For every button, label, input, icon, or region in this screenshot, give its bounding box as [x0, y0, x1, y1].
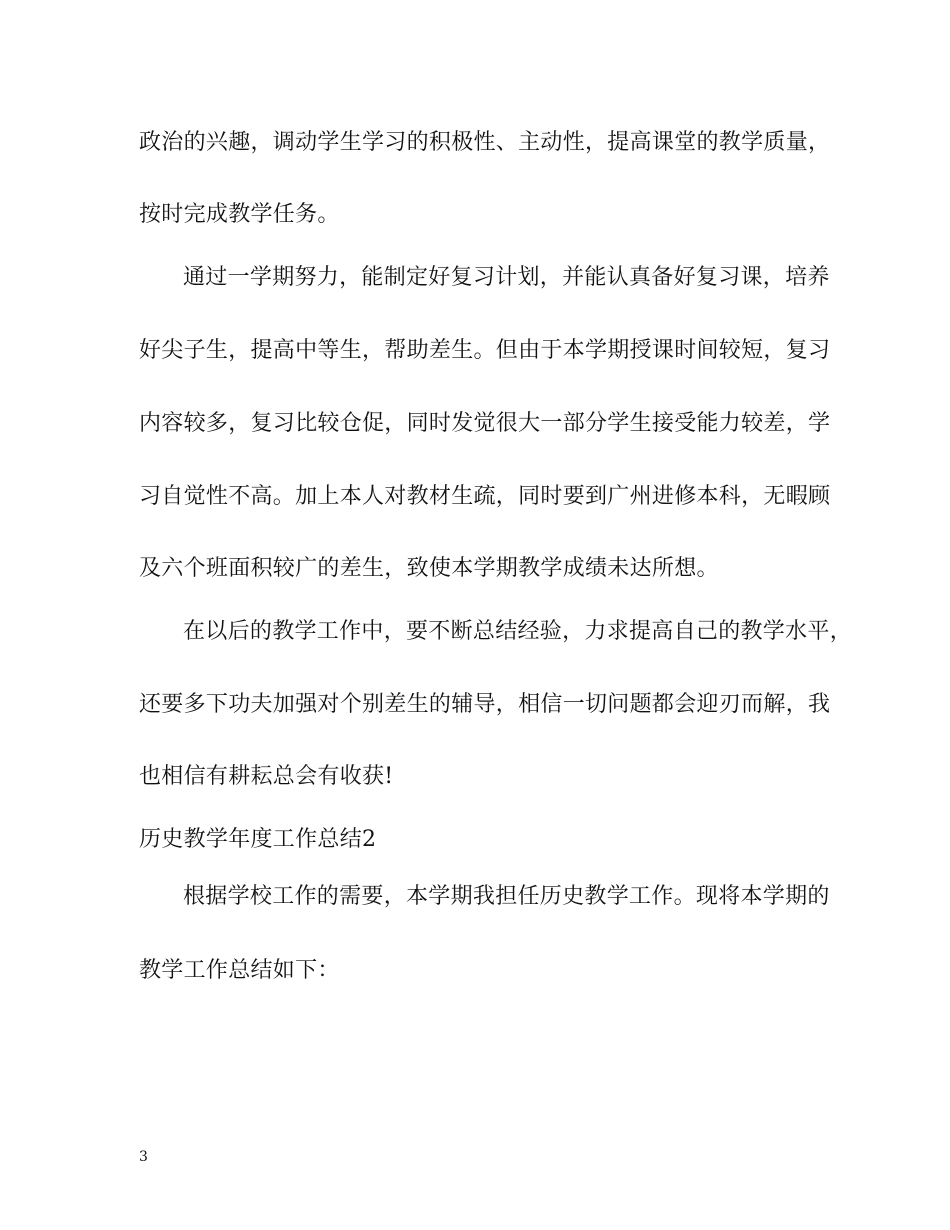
paragraph-line: 政治的兴趣，调动学生学习的积极性、主动性，提高课堂的教学质量， [139, 130, 831, 155]
paragraph-line: 内容较多，复习比较仓促，同时发觉很大一部分学生接受能力较差，学 [139, 411, 831, 436]
paragraph-line: 通过一学期努力，能制定好复习计划，并能认真备好复习课，培养 [183, 265, 830, 290]
paragraph-line: 根据学校工作的需要，本学期我担任历史教学工作。现将本学期的 [183, 884, 830, 909]
paragraph-line: 教学工作总结如下： [139, 958, 340, 983]
paragraph-line: 还要多下功夫加强对个别差生的辅导，相信一切问题都会迎刃而解，我 [139, 692, 831, 717]
paragraph-line: 按时完成教学任务。 [139, 202, 340, 227]
paragraph-line: 习自觉性不高。加上本人对教材生疏，同时要到广州进修本科，无暇顾 [139, 484, 831, 509]
paragraph-line: 及六个班面积较广的差生，致使本学期教学成绩未达所想。 [139, 556, 719, 581]
paragraph-line: 在以后的教学工作中，要不断总结经验，力求提高自己的教学水平， [183, 619, 853, 644]
paragraph-line: 好尖子生，提高中等生，帮助差生。但由于本学期授课时间较短，复习 [139, 338, 831, 363]
page-number: 3 [139, 1149, 148, 1165]
paragraph-line: 也相信有耕耘总会有收获! [139, 764, 394, 789]
section-heading: 历史教学年度工作总结2 [139, 827, 377, 852]
